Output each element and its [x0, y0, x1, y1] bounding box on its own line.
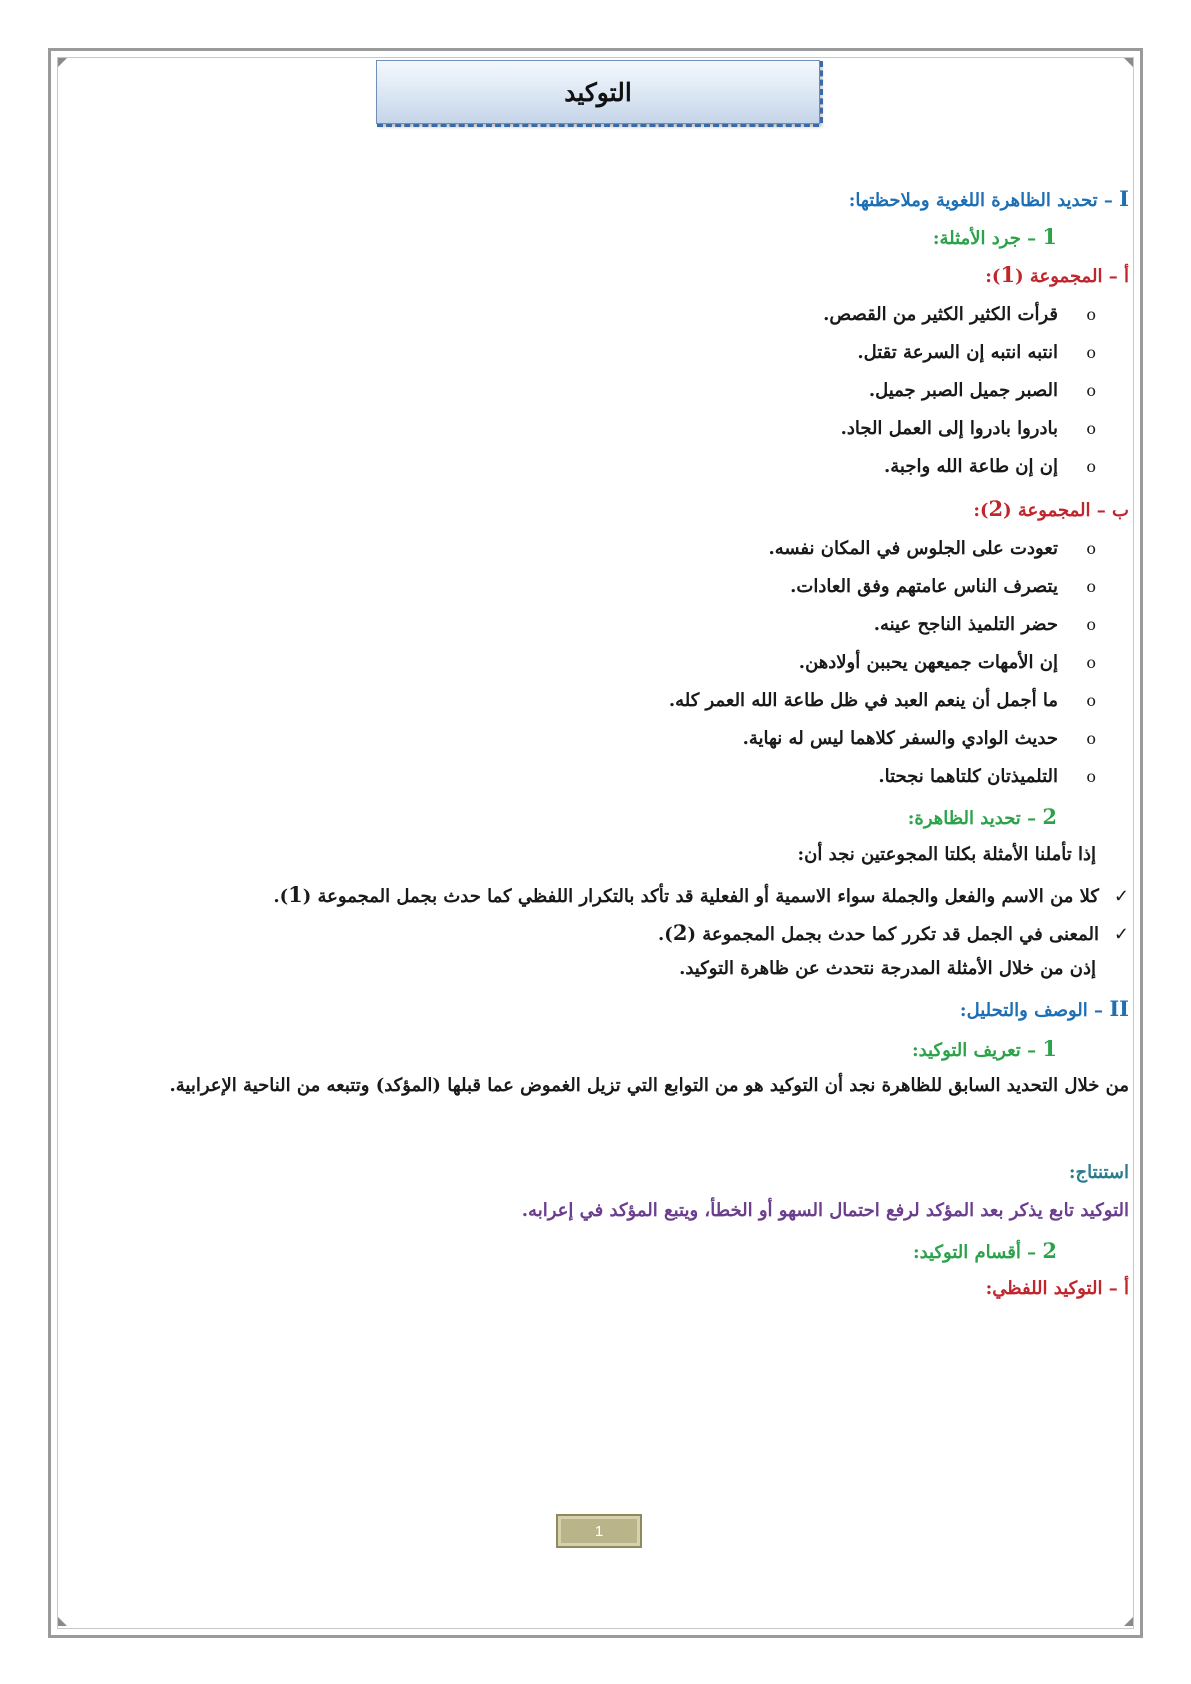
bullet-icon: o — [1086, 539, 1096, 558]
list-item — [743, 728, 1096, 749]
list-item — [841, 418, 1096, 439]
check-item — [273, 882, 1129, 907]
page-number-badge — [556, 1514, 642, 1548]
group-label: ب – المجموعة ( — [1003, 500, 1129, 521]
check-item-text: كلا من الاسم والفعل والجملة سواء الاسمية أو الفعلية قد تأكد بالتكرار اللفظي كما حدث بجمل المجموعة ( — [302, 886, 1099, 907]
page-border-inner — [57, 57, 1134, 1629]
list-item-text: بادروا بادروا إلى العمل الجاد. — [840, 418, 1058, 439]
checkmark-icon: ✓ — [1113, 924, 1129, 945]
list-item — [768, 538, 1096, 559]
group-b-heading — [973, 496, 1129, 521]
subheading-label: – تحديد الظاهرة: — [907, 808, 1037, 829]
conclusion-text: إذن من خلال الأمثلة المدرجة نتحدث عن ظاهرة التوكيد. — [679, 958, 1096, 979]
bullet-icon: o — [1086, 767, 1096, 786]
list-item-text: قرأت الكثير الكثير من القصص. — [823, 304, 1058, 325]
bullet-icon: o — [1086, 305, 1096, 324]
subheading-number: 2 — [1042, 1238, 1057, 1263]
bullet-icon: o — [1086, 343, 1096, 362]
subheading-number: 2 — [1042, 804, 1057, 829]
title-banner — [376, 60, 820, 124]
section-heading-1 — [849, 186, 1129, 211]
bullet-icon: o — [1086, 381, 1096, 400]
list-item — [878, 766, 1096, 787]
subheading-number: 1 — [1042, 1036, 1057, 1061]
bullet-icon: o — [1086, 729, 1096, 748]
bullet-icon: o — [1086, 615, 1096, 634]
checkmark-icon: ✓ — [1113, 886, 1129, 907]
group-number: 2 — [988, 496, 1004, 521]
group-suffix: ): — [973, 500, 989, 521]
section-label: – تحديد الظاهرة اللغوية وملاحظتها: — [848, 190, 1113, 211]
list-item-text: التلميذتان كلتاهما نجحتا. — [878, 766, 1058, 787]
check-item-end: ). — [273, 886, 289, 907]
list-item-text: إن الأمهات جميعهن يحببن أولادهن. — [798, 652, 1058, 673]
corner-ornament — [1124, 58, 1133, 67]
list-item-text: إن إن طاعة الله واجبة. — [884, 456, 1058, 477]
section-number: I — [1119, 186, 1129, 211]
list-item — [669, 690, 1096, 711]
list-item-text: ما أجمل أن ينعم العبد في ظل طاعة الله العمر كله. — [668, 690, 1058, 711]
subheading-label: – أقسام التوكيد: — [912, 1242, 1037, 1263]
type-a-heading: أ – التوكيد اللفظي: — [985, 1278, 1129, 1299]
corner-ornament — [1124, 1617, 1133, 1626]
check-item-end: ). — [658, 924, 673, 945]
list-item — [874, 614, 1096, 635]
subheading-definition — [912, 1036, 1057, 1061]
subheading-label: – تعريف التوكيد: — [911, 1040, 1037, 1061]
corner-ornament — [58, 58, 67, 67]
subheading-types — [913, 1238, 1057, 1263]
bullet-icon: o — [1086, 419, 1096, 438]
deduction-label: استنتاج: — [1068, 1162, 1129, 1183]
list-item — [884, 456, 1096, 477]
deduction-text: التوكيد تابع يذكر بعد المؤكد لرفع احتمال السهو أو الخطأ، ويتبع المؤكد في إعرابه. — [521, 1200, 1129, 1221]
observation-text: إذا تأملنا الأمثلة بكلتا المجوعتين نجد أن: — [797, 844, 1096, 865]
list-item — [790, 576, 1096, 597]
bullet-icon: o — [1086, 691, 1096, 710]
list-item — [823, 304, 1096, 325]
list-item-text: حضر التلميذ الناجح عينه. — [873, 614, 1058, 635]
list-item-text: حديث الوادي والسفر كلاهما ليس له نهاية. — [742, 728, 1058, 749]
group-a-heading — [985, 262, 1129, 287]
definition-paragraph: من خلال التحديد السابق للظاهرة نجد أن التوكيد هو من التوابع التي تزيل الغموض عما قبلها (المؤكد) وتتبعه من الناحية الإعرابية. — [169, 1075, 1129, 1096]
list-item-text: تعودت على الجلوس في المكان نفسه. — [768, 538, 1058, 559]
corner-ornament — [58, 1617, 67, 1626]
section-label: – الوصف والتحليل: — [959, 1000, 1104, 1021]
subheading-number: 1 — [1042, 224, 1057, 249]
section-number: II — [1109, 996, 1129, 1021]
check-item-number: 2 — [672, 920, 688, 945]
list-item-text: الصبر جميل الصبر جميل. — [868, 380, 1058, 401]
check-item — [658, 920, 1129, 945]
check-item-number: 1 — [288, 882, 303, 907]
subheading-label: – جرد الأمثلة: — [932, 228, 1037, 249]
group-number: 1 — [1000, 262, 1016, 287]
check-item-text: المعنى في الجمل قد تكرر كما حدث بجمل المجموعة ( — [687, 924, 1099, 945]
list-item-text: يتصرف الناس عامتهم وفق العادات. — [790, 576, 1058, 597]
group-label: أ – المجموعة ( — [1015, 266, 1129, 287]
page-title: التوكيد — [564, 77, 632, 107]
group-suffix: ): — [985, 266, 1001, 287]
list-item-text: انتبه انتبه إن السرعة تقتل. — [857, 342, 1058, 363]
page-number: 1 — [594, 1522, 604, 1540]
list-item — [857, 342, 1096, 363]
bullet-icon: o — [1086, 653, 1096, 672]
subheading-inventory — [933, 224, 1057, 249]
bullet-icon: o — [1086, 577, 1096, 596]
list-item — [869, 380, 1096, 401]
section-heading-2 — [960, 996, 1129, 1021]
subheading-identify — [908, 804, 1057, 829]
bullet-icon: o — [1086, 457, 1096, 476]
list-item — [799, 652, 1096, 673]
